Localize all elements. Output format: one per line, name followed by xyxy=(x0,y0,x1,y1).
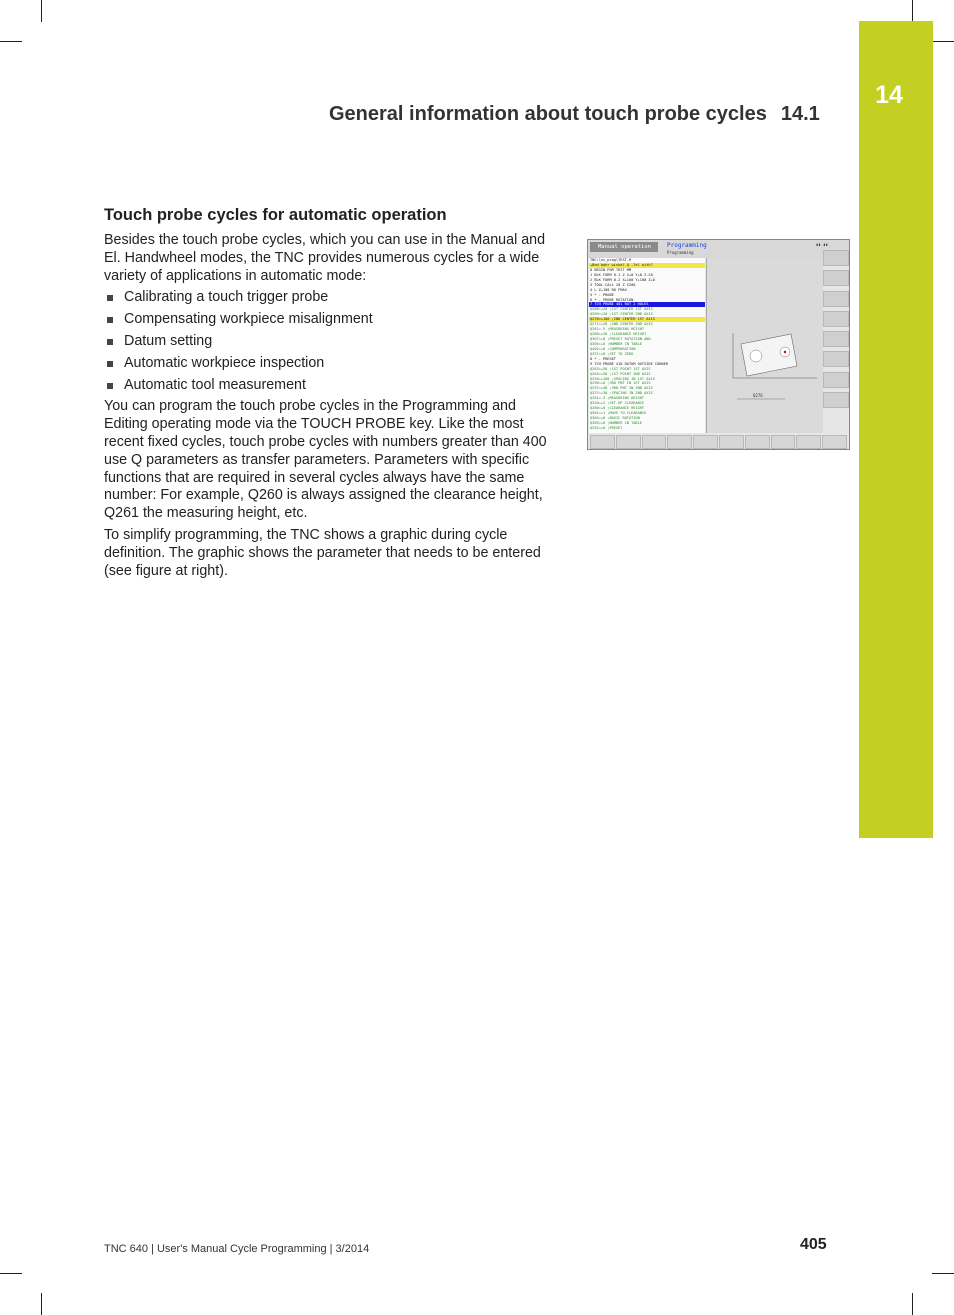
list-item: Compensating workpiece misalignment xyxy=(104,311,560,329)
body-text xyxy=(104,232,560,584)
header-section: 14.1 xyxy=(780,103,820,125)
softkey[interactable] xyxy=(796,435,821,449)
program-line: 5 * - PROBE xyxy=(590,292,614,297)
footer-text: TNC 640 | User's Manual Cycle Programming | 3/2014 xyxy=(104,1243,370,1255)
crop-mark xyxy=(0,1273,22,1274)
chapter-number: 14 xyxy=(875,81,903,109)
program-line: Q263=+50 ;1ST POINT 1ST AXIS xyxy=(590,366,651,371)
program-line: 0 BEGIN PGM TEST MM xyxy=(590,267,632,272)
list-item: Calibrating a touch trigger probe xyxy=(104,289,560,307)
softkey[interactable] xyxy=(616,435,641,449)
program-line: TNC:\nc_prog\TEST.H xyxy=(590,258,632,262)
program-line: 8 * - PRESET xyxy=(590,356,616,361)
softkey[interactable] xyxy=(823,372,849,388)
program-listing xyxy=(589,258,705,433)
program-line: 4 L Z+100 R0 FMAX xyxy=(590,287,627,292)
list-item: Datum setting xyxy=(104,333,560,351)
softkey[interactable] xyxy=(667,435,692,449)
program-line: 3 TOOL CALL 20 Z S200 xyxy=(590,282,636,287)
program-line: →Bed bohr winkel Q..?el with? xyxy=(589,263,705,268)
crop-mark xyxy=(912,1293,913,1315)
paragraph-graphic: To simplify programming, the TNC shows a graphic during cycle definition. The graphic shows the parameter that needs to be entered (see figure at right). xyxy=(104,526,541,579)
help-graphic xyxy=(706,258,823,433)
crop-mark xyxy=(41,1293,42,1315)
softkey[interactable] xyxy=(823,311,849,327)
bullet-list xyxy=(104,289,560,394)
header-title: General information about touch probe cycles xyxy=(329,103,767,125)
mode-programming-label: Programming xyxy=(667,242,707,249)
crop-mark xyxy=(41,0,42,22)
dimension-label: Q276 xyxy=(753,393,763,398)
program-line: Q260=+20 ;CLEARANCE HEIGHT xyxy=(590,332,647,337)
mode-manual-operation: Manual operation xyxy=(590,242,658,252)
program-line: Q269=+20 ;1ST CENTER 2ND AXIS xyxy=(590,312,653,317)
program-line: 2 BLK FORM 0.2 X+100 Y+100 Z+0 xyxy=(590,277,655,282)
program-line: Q326=+100 ;SPACING IN 1ST AXIS xyxy=(590,376,655,381)
crop-mark xyxy=(0,41,22,42)
softkey[interactable] xyxy=(823,392,849,408)
softkey[interactable] xyxy=(823,250,849,266)
screen-topbar xyxy=(588,240,849,258)
program-line: Q268=+20 ;1ST CENTER 1ST AXIS xyxy=(590,307,653,312)
program-line: Q331=+0 ;PRESET xyxy=(590,425,623,430)
program-line: Q402=+0 ;COMPENSATION xyxy=(590,346,636,351)
program-line: 9 TCH PROBE 410 DATUM OUTSIDE CORNER xyxy=(590,361,668,366)
program-line: 1 BLK FORM 0.1 Z X+0 Y+0 Z-20 xyxy=(590,272,653,277)
program-line: Q271=+20 ;2ND CENTER 2ND AXIS xyxy=(590,322,653,327)
chapter-tab xyxy=(859,21,933,838)
page-number: 405 xyxy=(800,1236,827,1253)
program-line: Q261=-5 ;MEASURING HEIGHT xyxy=(590,327,645,332)
softkey[interactable] xyxy=(642,435,667,449)
program-line: Q260=+0 ;CLEARANCE HEIGHT xyxy=(590,406,645,411)
program-line: Q337=+0 ;SET TO ZERO xyxy=(590,351,634,356)
program-line: Q297=+40 ;3RD PNT IN 2ND AXIS xyxy=(590,386,653,391)
softkey[interactable] xyxy=(745,435,770,449)
softkey[interactable] xyxy=(823,291,849,307)
softkey[interactable] xyxy=(693,435,718,449)
probe-point xyxy=(784,351,786,353)
softkey[interactable] xyxy=(822,435,847,449)
softkey[interactable] xyxy=(771,435,796,449)
program-line: Q261=-3 ;MEASURING HEIGHT xyxy=(590,396,645,401)
softkey[interactable] xyxy=(590,435,615,449)
mode-programming xyxy=(667,242,707,256)
softkey[interactable] xyxy=(823,331,849,347)
softkey[interactable] xyxy=(823,351,849,367)
hole-1 xyxy=(750,350,762,362)
intro-paragraph: Besides the touch probe cycles, which you can use in the Manual and El. Handwheel modes, the TNC provides numerous cycles for a wide variety of applications in automatic mode: xyxy=(104,232,546,284)
mode-programming-sub: Programming xyxy=(667,250,694,255)
help-graphic-svg xyxy=(707,258,823,433)
program-line: Q301=+1 ;MOVE TO CLEARANCE xyxy=(590,411,647,416)
program-line: Q307=+0 ;PRESET ROTATION ANG. xyxy=(590,337,653,341)
program-line: 6 * - PROBE ROTATION xyxy=(590,297,634,302)
program-line: Q270=+100 ;2ND CENTER 1ST AXIS xyxy=(589,317,705,322)
program-line: Q320=+2 ;SET-UP CLEARANCE xyxy=(590,401,645,406)
running-header xyxy=(329,103,820,126)
paragraph-programming: You can program the touch probe cycles in the Programming and Editing operating mode via the TOUCH PROBE key. Like the most recent fixed cycles, touch probe cycles with numbers greater than 400 use Q parameters as transfer parameters. Parameters with specific functions that are required in several cycles always have the same number: For example, Q260 is always assigned the clearance height, Q261 the measuring height, etc. xyxy=(104,398,547,522)
program-line: Q305=+0 ;NUMBER IN TABLE xyxy=(590,341,642,346)
list-item: Automatic tool measurement xyxy=(104,377,560,395)
vertical-softkeys xyxy=(823,250,849,435)
program-line: Q304=+0 ;BASIC ROTATION xyxy=(590,416,640,420)
tnc-screenshot xyxy=(587,239,850,450)
section-heading: Touch probe cycles for automatic operation xyxy=(104,206,447,224)
program-line: Q264=+50 ;1ST POINT 2ND AXIS xyxy=(590,371,651,376)
crop-mark xyxy=(912,0,913,22)
program-line: Q305=+0 ;NUMBER IN TABLE xyxy=(590,420,642,425)
softkey[interactable] xyxy=(823,270,849,286)
crop-mark xyxy=(932,41,954,42)
clock-readout: ▮▮ ▮▮ xyxy=(816,242,829,247)
crop-mark xyxy=(932,1273,954,1274)
program-line: 7 TCH PROBE 401 ROT 2 HOLES xyxy=(589,302,705,307)
list-item: Automatic workpiece inspection xyxy=(104,355,560,373)
softkey[interactable] xyxy=(719,435,744,449)
horizontal-softkeys xyxy=(590,435,848,449)
program-line: Q327=+30 ;SPACING IN 2ND AXIS xyxy=(590,391,653,396)
program-line: Q296=+0 ;3RD PNT IN 1ST AXIS xyxy=(590,381,651,386)
